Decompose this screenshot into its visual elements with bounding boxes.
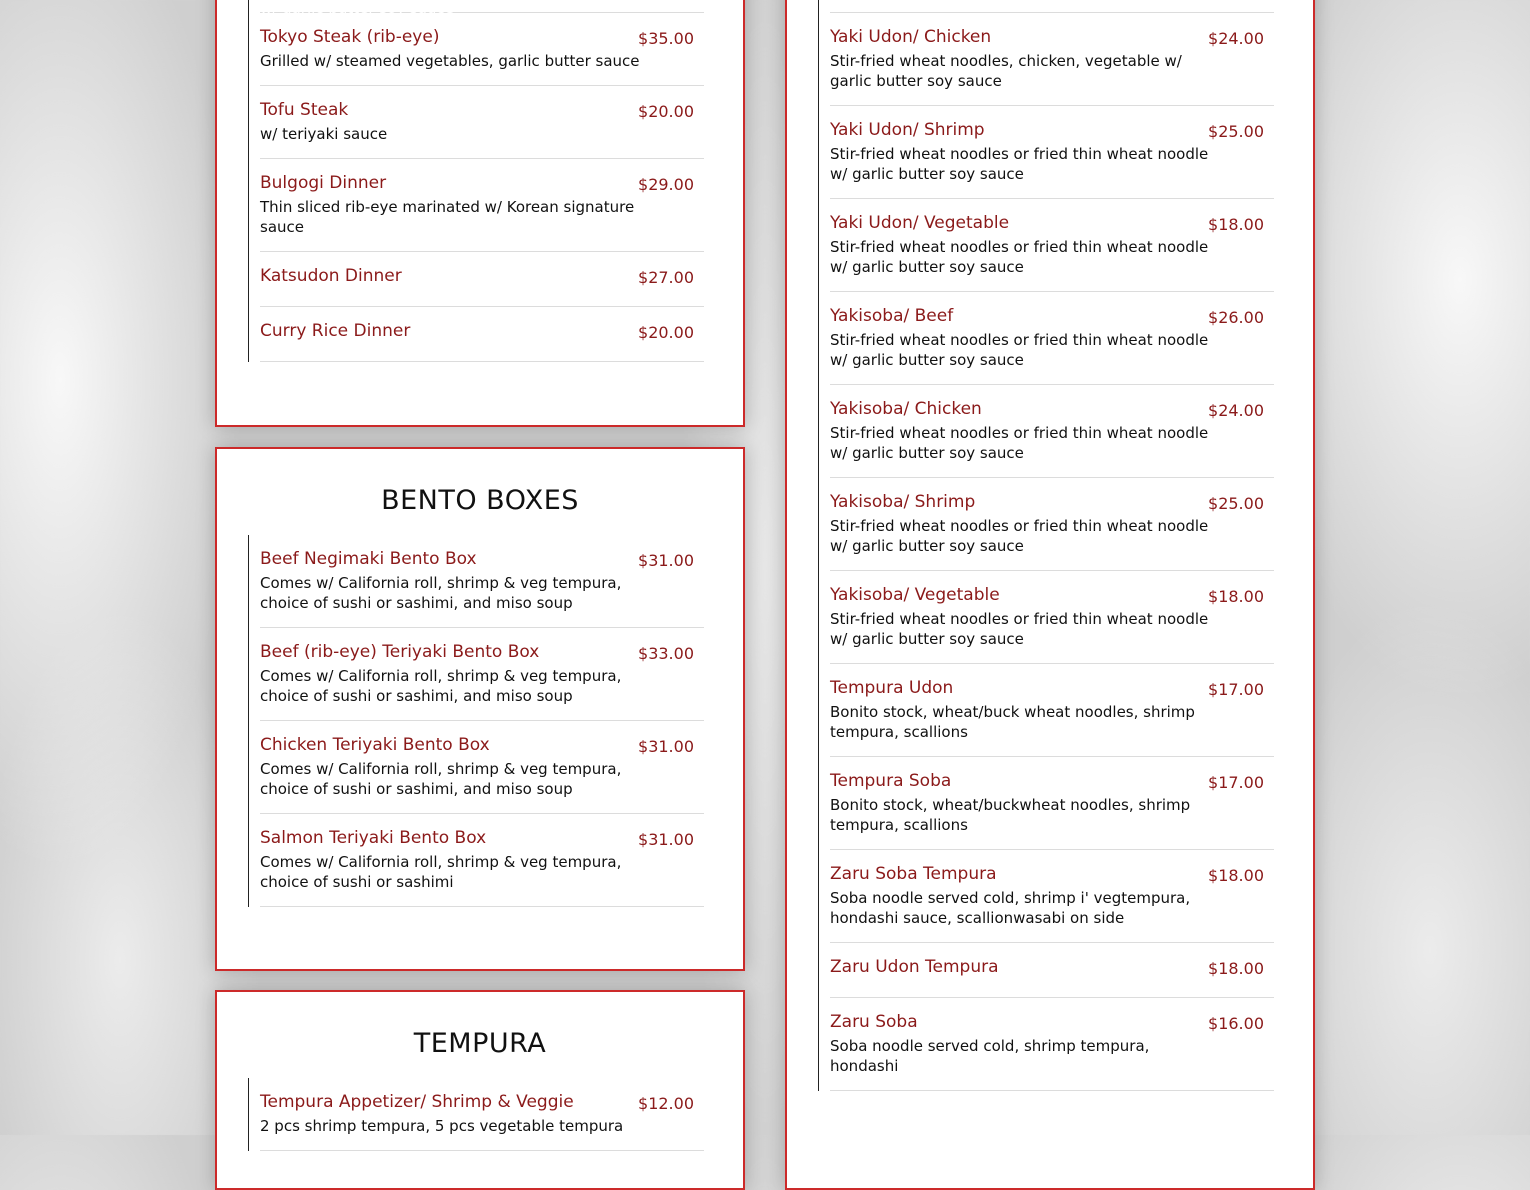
menu-list-bento: [248, 535, 704, 907]
menu-item: [260, 86, 704, 159]
menu-item-price: $18.00: [1208, 587, 1264, 606]
menu-item-desc: w/ teriyaki sauce: [260, 125, 388, 143]
section-title-bento: BENTO BOXES: [381, 485, 579, 516]
menu-item-price: $17.00: [1208, 773, 1264, 792]
menu-item-price: $33.00: [638, 644, 694, 663]
menu-item: [830, 943, 1274, 998]
menu-item: [830, 478, 1274, 571]
menu-card-tempura: [215, 990, 745, 1190]
menu-item: [830, 998, 1274, 1091]
menu-item-desc: Comes w/ California roll, shrimp & veg tempura, choice of sushi or sashimi, and miso soup: [260, 760, 622, 798]
menu-item-name: Yakisoba/ Shrimp: [830, 492, 976, 512]
menu-item-price: $26.00: [1208, 308, 1264, 327]
menu-item-name: Zaru Soba Tempura: [830, 864, 997, 884]
menu-item: [830, 13, 1274, 106]
menu-item: [830, 571, 1274, 664]
menu-item-desc: Bonito stock, wheat/buck wheat noodles, shrimp tempura, scallions: [830, 703, 1195, 741]
menu-list-noodles: [818, 0, 1274, 1091]
menu-item-name: Katsudon Dinner: [260, 266, 402, 286]
menu-item: [830, 757, 1274, 850]
menu-item-desc: Stir-fried wheat noodles or fried thin wheat noodle w/ garlic butter soy sauce: [830, 517, 1209, 555]
menu-item-name: Tempura Udon: [830, 678, 954, 698]
menu-item-name: Tempura Appetizer/ Shrimp & Veggie: [260, 1092, 574, 1112]
menu-item: [260, 252, 704, 307]
menu-item-desc: Grilled w/ steamed vegetables, garlic butter sauce: [260, 52, 640, 70]
menu-list-dinner: [248, 0, 704, 362]
menu-item-price: $31.00: [638, 830, 694, 849]
menu-item: [260, 13, 704, 86]
menu-item-name: Salmon Teriyaki Bento Box: [260, 828, 487, 848]
menu-item-desc: 2 pcs shrimp tempura, 5 pcs vegetable tempura: [260, 1117, 624, 1135]
menu-item-desc: Stir-fried wheat noodles or fried thin wheat noodle w/ garlic butter soy sauce: [830, 424, 1209, 462]
menu-item-desc: Bonito stock, wheat/buckwheat noodles, shrimp tempura, scallions: [830, 796, 1191, 834]
menu-item: [260, 628, 704, 721]
menu-item-price: $31.00: [638, 737, 694, 756]
menu-item: [830, 199, 1274, 292]
menu-item-price: $16.00: [1208, 1014, 1264, 1033]
menu-item: [260, 1078, 704, 1151]
menu-item-partial: w/ garlic butter soy sauce: [260, 0, 704, 13]
menu-item-name: Yakisoba/ Vegetable: [830, 585, 1000, 605]
menu-card-bento: [215, 447, 745, 971]
menu-item: [260, 814, 704, 907]
menu-item-price: $17.00: [1208, 680, 1264, 699]
menu-item-price: $18.00: [1208, 215, 1264, 234]
menu-item: [830, 385, 1274, 478]
menu-item-price: $35.00: [638, 29, 694, 48]
menu-item: [260, 307, 704, 362]
menu-item-name: Chicken Teriyaki Bento Box: [260, 735, 490, 755]
menu-item-partial: [830, 0, 1274, 13]
menu-item-price: $24.00: [1208, 401, 1264, 420]
menu-item: [260, 721, 704, 814]
menu-item-price: $20.00: [638, 102, 694, 121]
menu-item-name: Zaru Udon Tempura: [830, 957, 999, 977]
menu-item-price: $25.00: [1208, 494, 1264, 513]
menu-item-desc: Comes w/ California roll, shrimp & veg tempura, choice of sushi or sashimi, and miso soup: [260, 574, 622, 612]
menu-item-desc: Soba noodle served cold, shrimp i' vegtempura, hondashi sauce, scallionwasabi on side: [830, 889, 1191, 927]
menu-item-name: Beef Negimaki Bento Box: [260, 549, 477, 569]
menu-item-desc: Stir-fried wheat noodles, chicken, vegetable w/ garlic butter soy sauce: [830, 52, 1182, 90]
menu-item-price: $27.00: [638, 268, 694, 287]
menu-item: [260, 535, 704, 628]
menu-item-name: Yakisoba/ Beef: [830, 306, 954, 326]
menu-item-price: $31.00: [638, 551, 694, 570]
menu-item-name: Tofu Steak: [260, 100, 349, 120]
menu-item-price: $12.00: [638, 1094, 694, 1113]
menu-item: [830, 292, 1274, 385]
menu-item-name: Yaki Udon/ Chicken: [830, 27, 992, 47]
menu-item: [830, 664, 1274, 757]
menu-list-tempura: [248, 1078, 704, 1151]
menu-item-desc: Comes w/ California roll, shrimp & veg tempura, choice of sushi or sashimi: [260, 853, 622, 891]
menu-item-desc: Stir-fried wheat noodles or fried thin wheat noodle w/ garlic butter soy sauce: [830, 238, 1209, 276]
menu-item-price: $18.00: [1208, 866, 1264, 885]
menu-item-desc: Stir-fried wheat noodles or fried thin wheat noodle w/ garlic butter soy sauce: [830, 145, 1209, 183]
menu-item-name: Tempura Soba: [830, 771, 952, 791]
menu-item-name: Beef (rib-eye) Teriyaki Bento Box: [260, 642, 540, 662]
menu-item-desc: Comes w/ California roll, shrimp & veg tempura, choice of sushi or sashimi, and miso soup: [260, 667, 622, 705]
menu-item: [830, 850, 1274, 943]
menu-item-price: $18.00: [1208, 959, 1264, 978]
menu-item-name: Yaki Udon/ Shrimp: [830, 120, 985, 140]
menu-item-name: Zaru Soba: [830, 1012, 918, 1032]
menu-item-price: $20.00: [638, 323, 694, 342]
menu-item-desc: Stir-fried wheat noodles or fried thin wheat noodle w/ garlic butter soy sauce: [830, 331, 1209, 369]
menu-item-name: Yaki Udon/ Vegetable: [830, 213, 1010, 233]
menu-item-name: Tokyo Steak (rib-eye): [260, 27, 440, 47]
menu-item-desc: Stir-fried wheat noodles or fried thin wheat noodle w/ garlic butter soy sauce: [830, 610, 1209, 648]
menu-item: [260, 159, 704, 252]
menu-item: [830, 106, 1274, 199]
section-title-tempura: TEMPURA: [413, 1028, 547, 1059]
menu-item-price: $25.00: [1208, 122, 1264, 141]
menu-item-name: Curry Rice Dinner: [260, 321, 411, 341]
menu-item-name: Bulgogi Dinner: [260, 173, 387, 193]
menu-card-dinner: [215, 0, 745, 427]
menu-item-price: $29.00: [638, 175, 694, 194]
menu-card-noodles: [785, 0, 1315, 1190]
menu-item-desc: Soba noodle served cold, shrimp tempura, hondashi: [830, 1037, 1150, 1075]
menu-item-price: $24.00: [1208, 29, 1264, 48]
menu-item-name: Yakisoba/ Chicken: [830, 399, 982, 419]
menu-item-desc: Thin sliced rib-eye marinated w/ Korean signature sauce: [260, 198, 635, 236]
